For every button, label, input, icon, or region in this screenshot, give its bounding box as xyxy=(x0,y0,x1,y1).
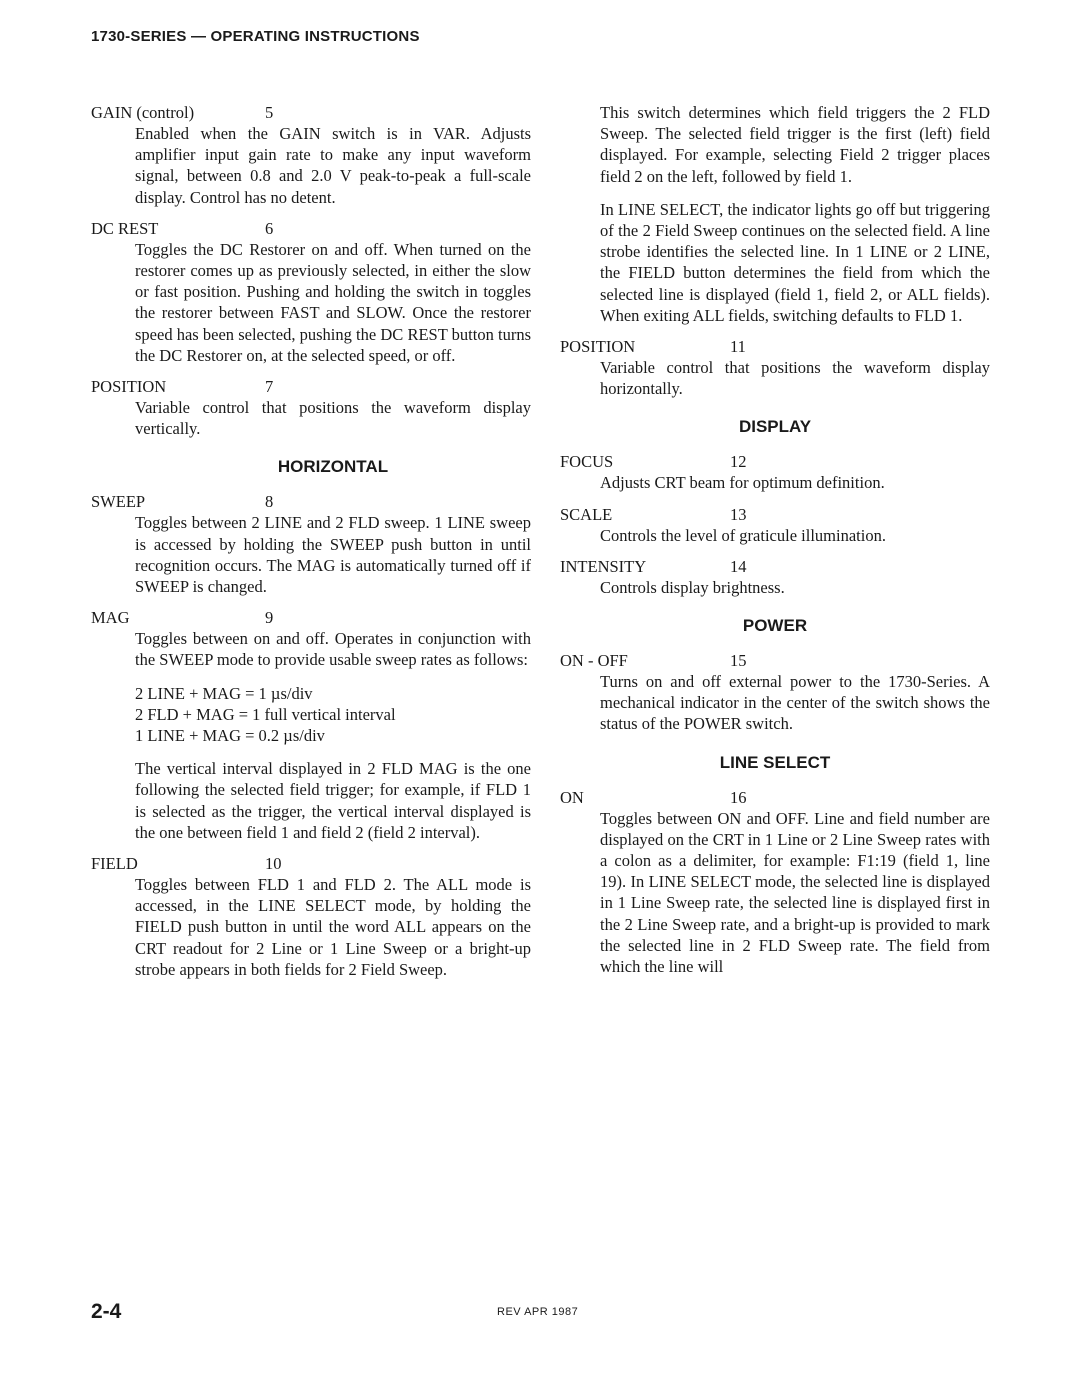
entry-body: Toggles between 2 LINE and 2 FLD sweep. 1 LINE sweep is accessed by holding the SWEEP push button in until recognition occurs. The MAG is automatically turned off if SWEEP is changed. xyxy=(135,513,531,597)
entry-field xyxy=(91,853,531,980)
entry-name: INTENSITY xyxy=(560,556,647,576)
entry-name: ON xyxy=(560,787,584,807)
sweep-rate-list xyxy=(135,683,531,747)
entry-number: 10 xyxy=(265,854,282,874)
entry-on-off xyxy=(560,650,990,735)
entry-body: Adjusts CRT beam for optimum definition. xyxy=(600,473,885,493)
section-title-power: POWER xyxy=(742,616,808,636)
entry-number: 8 xyxy=(265,492,274,512)
entry-name: POSITION xyxy=(91,377,167,397)
entry-gain xyxy=(91,102,531,208)
entry-field-continued xyxy=(560,102,990,326)
entry-number: 13 xyxy=(730,504,747,524)
right-column xyxy=(560,102,990,987)
entry-number: 11 xyxy=(730,337,746,357)
entry-on xyxy=(560,787,990,978)
entry-body: Variable control that positions the waveform display vertically. xyxy=(135,398,531,439)
entry-body: Toggles between on and off. Operates in conjunction with the SWEEP mode to provide usable sweep rates as follows: xyxy=(135,629,531,670)
entry-name: MAG xyxy=(91,608,130,628)
entry-number: 9 xyxy=(265,608,274,628)
entry-number: 16 xyxy=(730,787,747,807)
entry-name: FOCUS xyxy=(560,452,614,472)
entry-name: DC REST xyxy=(91,218,159,238)
entry-body: Toggles between ON and OFF. Line and field number are displayed on the CRT in 1 Line or 2 Line Sweep rates with a colon as a delimiter, for example: F1:19 (field 1, line 19). In LINE SELECT mode, the selected line is displayed in 1 Line Sweep rate, the selected line is displayed first in the 2 Line Sweep rate, and a bright-up is provided to mark the selected line in 2 FLD Sweep rate. The field from which the line will xyxy=(600,808,990,977)
sweep-rate-formula: 1 LINE + MAG = 0.2 µs/div xyxy=(135,726,325,746)
revision-date: REV APR 1987 xyxy=(497,1306,579,1318)
entry-name: SWEEP xyxy=(91,492,146,512)
entry-number: 7 xyxy=(265,377,274,397)
entry-focus xyxy=(560,451,990,493)
entry-number: 12 xyxy=(730,452,747,472)
entry-intensity xyxy=(560,556,990,598)
entry-mag xyxy=(91,607,531,843)
section-title-horizontal: HORIZONTAL xyxy=(277,457,389,477)
section-title-display: DISPLAY xyxy=(738,417,812,437)
entry-sweep xyxy=(91,491,531,597)
page-number: 2-4 xyxy=(91,1300,122,1323)
entry-body: Variable control that positions the waveform display horizontally. xyxy=(600,358,990,399)
entry-horizontal-position xyxy=(560,336,990,399)
entry-vertical-position xyxy=(91,376,531,439)
paragraph: In LINE SELECT, the indicator lights go off but triggering of the 2 Field Sweep continues on the selected field. A line strobe identifies the selected line. In 1 LINE or 2 LINE, the FIELD button determines the field from which the selected line is displayed (field 1, field 2, or ALL fields). When exiting ALL fields, switching defaults to FLD 1. xyxy=(600,199,990,325)
entry-body: Toggles between FLD 1 and FLD 2. The ALL mode is accessed, in the LINE SELECT mode, by holding the FIELD push button in until the word ALL appears on the CRT readout for 2 Line or 1 Line Sweep or a bright-up strobe appears in both fields for 2 Field Sweep. xyxy=(135,875,531,979)
section-title-line-select: LINE SELECT xyxy=(719,752,831,772)
running-header: 1730-SERIES — OPERATING INSTRUCTIONS xyxy=(91,28,420,45)
entry-scale xyxy=(560,504,990,546)
entry-number: 5 xyxy=(265,103,274,122)
entry-number: 6 xyxy=(265,218,274,238)
entry-number: 15 xyxy=(730,651,747,671)
entry-name: POSITION xyxy=(560,337,636,357)
entry-body: Controls display brightness. xyxy=(600,577,785,597)
entry-body: Controls the level of graticule illumination. xyxy=(600,525,886,545)
paragraph: This switch determines which field triggers the 2 FLD Sweep. The selected field trigger is the first (left) field displayed. For example, selecting Field 2 trigger places field 2 on the left, followed by field 1. xyxy=(600,103,990,186)
sweep-rate-formula: 2 FLD + MAG = 1 full vertical interval xyxy=(135,704,396,724)
entry-body-continued: The vertical interval displayed in 2 FLD MAG is the one following the selected field trigger; for example, if FLD 1 is selected as the trigger, the vertical interval displayed is the one between field 1 and field 2 (field 2 interval). xyxy=(135,759,531,842)
entry-name: SCALE xyxy=(560,504,613,524)
left-column xyxy=(91,102,531,990)
sweep-rate-formula: 2 LINE + MAG = 1 µs/div xyxy=(135,683,313,703)
entry-body: Turns on and off external power to the 1730-Series. A mechanical indicator in the center of the switch shows the status of the POWER switch. xyxy=(600,672,990,734)
entry-name: FIELD xyxy=(91,854,138,874)
entry-body: Enabled when the GAIN switch is in VAR. Adjusts amplifier input gain rate to make any input waveform signal, between 0.8 and 2.0 V peak-to-peak a full-scale display. Control has no detent. xyxy=(135,124,531,207)
entry-body: Toggles the DC Restorer on and off. When turned on the restorer comes up as previously selected, in either the slow or fast position. Pushing and holding the switch in toggles the restorer between FAST and SLOW. Once the restorer speed has been selected, pushing the DC REST button turns the DC Restorer on, at the selected speed, or off. xyxy=(135,239,531,365)
entry-dc-rest xyxy=(91,218,531,366)
entry-name: GAIN (control) xyxy=(91,103,195,122)
entry-name: ON - OFF xyxy=(560,651,628,671)
entry-number: 14 xyxy=(730,556,747,576)
